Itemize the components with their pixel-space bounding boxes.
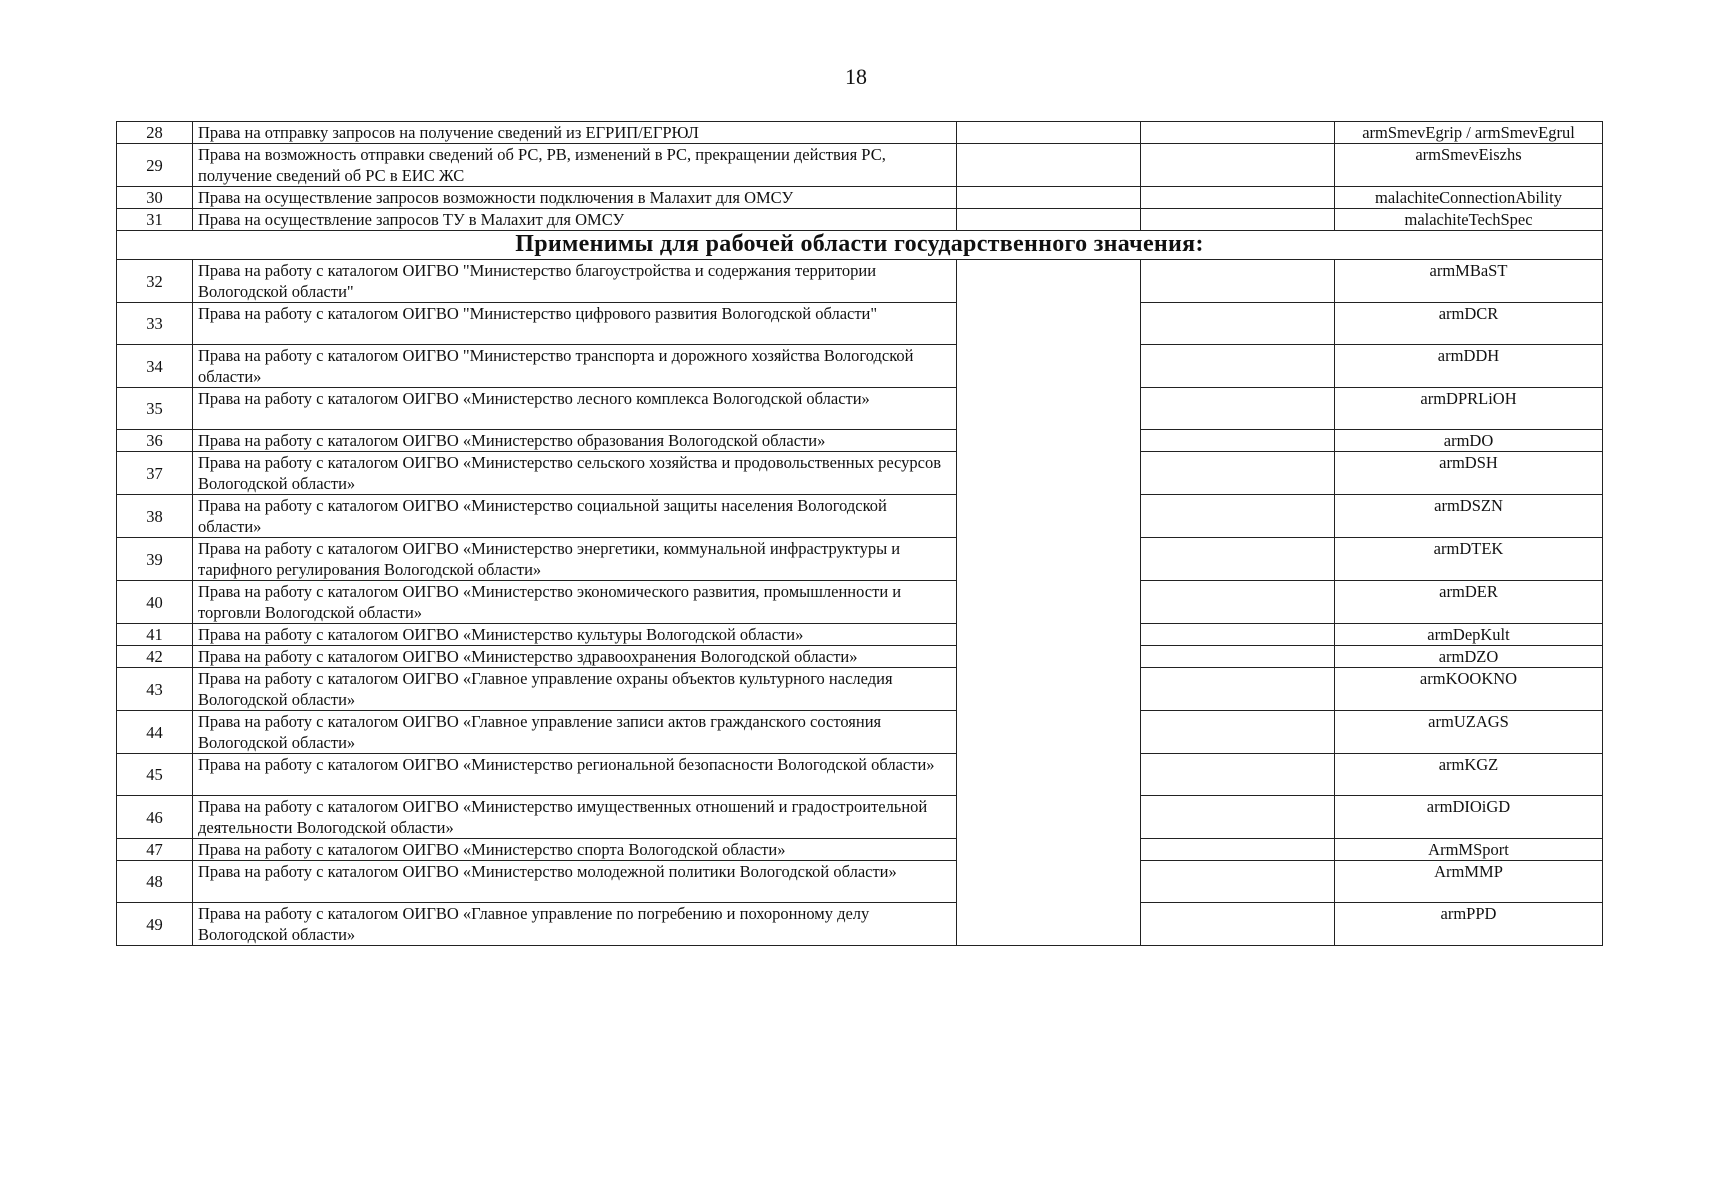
table-row	[117, 796, 1603, 839]
empty-cell	[1141, 861, 1335, 903]
row-code: armDIOiGD	[1335, 796, 1603, 839]
row-number: 38	[117, 495, 193, 538]
row-number: 31	[117, 209, 193, 231]
row-number: 34	[117, 345, 193, 388]
empty-cell	[1141, 624, 1335, 646]
row-code: armDER	[1335, 581, 1603, 624]
row-description: Права на работу с каталогом ОИГВО «Главное управление охраны объектов культурного наследия Вологодской области»	[193, 668, 957, 711]
row-number: 37	[117, 452, 193, 495]
table-row	[117, 861, 1603, 903]
rights-table	[116, 121, 1603, 946]
row-code: armDTEK	[1335, 538, 1603, 581]
table-row	[117, 495, 1603, 538]
empty-cell	[1141, 538, 1335, 581]
row-code: armDDH	[1335, 345, 1603, 388]
empty-cell	[1141, 839, 1335, 861]
empty-cell	[957, 187, 1141, 209]
row-description: Права на работу с каталогом ОИГВО «Главное управление по погребению и похоронному делу Вологодской области»	[193, 903, 957, 946]
row-number: 36	[117, 430, 193, 452]
empty-cell	[1141, 209, 1335, 231]
empty-cell	[1141, 303, 1335, 345]
table-row	[117, 903, 1603, 946]
row-code: armSmevEiszhs	[1335, 144, 1603, 187]
row-number: 33	[117, 303, 193, 345]
row-description: Права на осуществление запросов возможности подключения в Малахит для ОМСУ	[193, 187, 957, 209]
empty-cell	[1141, 796, 1335, 839]
empty-cell	[1141, 388, 1335, 430]
table-row	[117, 538, 1603, 581]
empty-cell	[1141, 430, 1335, 452]
row-description: Права на возможность отправки сведений об РС, РВ, изменений в РС, прекращении действия РС, получение сведений об РС в ЕИС ЖС	[193, 144, 957, 187]
row-code: armMBaST	[1335, 260, 1603, 303]
row-description: Права на работу с каталогом ОИГВО «Министерство культуры Вологодской области»	[193, 624, 957, 646]
section-title: Применимы для рабочей области государственного значения:	[117, 231, 1603, 260]
row-number: 47	[117, 839, 193, 861]
row-description: Права на работу с каталогом ОИГВО "Министерство транспорта и дорожного хозяйства Вологодской области»	[193, 345, 957, 388]
row-description: Права на работу с каталогом ОИГВО «Министерство образования Вологодской области»	[193, 430, 957, 452]
empty-cell	[1141, 452, 1335, 495]
table-row	[117, 187, 1603, 209]
row-description: Права на отправку запросов на получение сведений из ЕГРИП/ЕГРЮЛ	[193, 122, 957, 144]
table-row	[117, 581, 1603, 624]
row-number: 45	[117, 754, 193, 796]
section-header	[117, 231, 1603, 260]
row-description: Права на работу с каталогом ОИГВО «Министерство спорта Вологодской области»	[193, 839, 957, 861]
row-code: armSmevEgrip / armSmevEgrul	[1335, 122, 1603, 144]
row-code: armUZAGS	[1335, 711, 1603, 754]
table-body-top	[117, 122, 1603, 231]
row-description: Права на работу с каталогом ОИГВО «Министерство сельского хозяйства и продовольственных ресурсов Вологодской области»	[193, 452, 957, 495]
row-code: armKOOKNO	[1335, 668, 1603, 711]
row-code: armPPD	[1335, 903, 1603, 946]
empty-cell	[1141, 581, 1335, 624]
table-row	[117, 260, 1603, 303]
table-row	[117, 430, 1603, 452]
row-number: 28	[117, 122, 193, 144]
table-row	[117, 754, 1603, 796]
row-description: Права на работу с каталогом ОИГВО "Министерство благоустройства и содержания территории Вологодской области"	[193, 260, 957, 303]
row-number: 29	[117, 144, 193, 187]
table-row	[117, 303, 1603, 345]
section-header-row	[117, 231, 1603, 260]
empty-cell	[1141, 187, 1335, 209]
empty-cell	[957, 122, 1141, 144]
row-code: malachiteConnectionAbility	[1335, 187, 1603, 209]
row-number: 40	[117, 581, 193, 624]
row-description: Права на работу с каталогом ОИГВО «Министерство экономического развития, промышленности и торговли Вологодской области»	[193, 581, 957, 624]
row-number: 48	[117, 861, 193, 903]
row-description: Права на работу с каталогом ОИГВО «Министерство молодежной политики Вологодской области»	[193, 861, 957, 903]
row-description: Права на работу с каталогом ОИГВО "Министерство цифрового развития Вологодской области"	[193, 303, 957, 345]
row-code: armDCR	[1335, 303, 1603, 345]
row-code: armDSH	[1335, 452, 1603, 495]
row-code: armDZO	[1335, 646, 1603, 668]
row-description: Права на работу с каталогом ОИГВО «Министерство региональной безопасности Вологодской области»	[193, 754, 957, 796]
row-description: Права на работу с каталогом ОИГВО «Главное управление записи актов гражданского состояния Вологодской области»	[193, 711, 957, 754]
empty-cell	[1141, 668, 1335, 711]
row-number: 49	[117, 903, 193, 946]
empty-cell	[1141, 260, 1335, 303]
empty-cell	[1141, 495, 1335, 538]
row-number: 39	[117, 538, 193, 581]
row-description: Права на работу с каталогом ОИГВО «Министерство здравоохранения Вологодской области»	[193, 646, 957, 668]
table-row	[117, 711, 1603, 754]
row-description: Права на работу с каталогом ОИГВО «Министерство энергетики, коммунальной инфраструктуры и тарифного регулирования Вологодской области»	[193, 538, 957, 581]
table-row	[117, 122, 1603, 144]
row-code: ArmMSport	[1335, 839, 1603, 861]
empty-cell	[1141, 122, 1335, 144]
page-number: 18	[845, 64, 867, 89]
table-row	[117, 452, 1603, 495]
row-number: 46	[117, 796, 193, 839]
row-code: malachiteTechSpec	[1335, 209, 1603, 231]
row-number: 42	[117, 646, 193, 668]
table-row	[117, 668, 1603, 711]
row-code: armKGZ	[1335, 754, 1603, 796]
table-row	[117, 144, 1603, 187]
empty-cell	[1141, 711, 1335, 754]
empty-cell	[957, 209, 1141, 231]
row-number: 32	[117, 260, 193, 303]
empty-cell	[1141, 144, 1335, 187]
row-number: 35	[117, 388, 193, 430]
empty-cell	[957, 144, 1141, 187]
table-body-bottom	[117, 260, 1603, 946]
row-description: Права на работу с каталогом ОИГВО «Министерство лесного комплекса Вологодской области»	[193, 388, 957, 430]
empty-cell	[1141, 903, 1335, 946]
row-code: armDepKult	[1335, 624, 1603, 646]
row-number: 41	[117, 624, 193, 646]
table-row	[117, 345, 1603, 388]
row-code: armDSZN	[1335, 495, 1603, 538]
empty-cell	[1141, 345, 1335, 388]
table-row	[117, 646, 1603, 668]
row-description: Права на работу с каталогом ОИГВО «Министерство социальной защиты населения Вологодской области»	[193, 495, 957, 538]
row-number: 43	[117, 668, 193, 711]
table-row	[117, 388, 1603, 430]
empty-cell	[1141, 646, 1335, 668]
row-description: Права на осуществление запросов ТУ в Малахит для ОМСУ	[193, 209, 957, 231]
empty-merged-cell	[957, 260, 1141, 946]
row-code: armDPRLiOH	[1335, 388, 1603, 430]
empty-cell	[1141, 754, 1335, 796]
table-row	[117, 209, 1603, 231]
row-code: armDO	[1335, 430, 1603, 452]
row-number: 30	[117, 187, 193, 209]
table-row	[117, 624, 1603, 646]
row-code: ArmMMP	[1335, 861, 1603, 903]
table-row	[117, 839, 1603, 861]
row-description: Права на работу с каталогом ОИГВО «Министерство имущественных отношений и градостроительной деятельности Вологодской области»	[193, 796, 957, 839]
row-number: 44	[117, 711, 193, 754]
